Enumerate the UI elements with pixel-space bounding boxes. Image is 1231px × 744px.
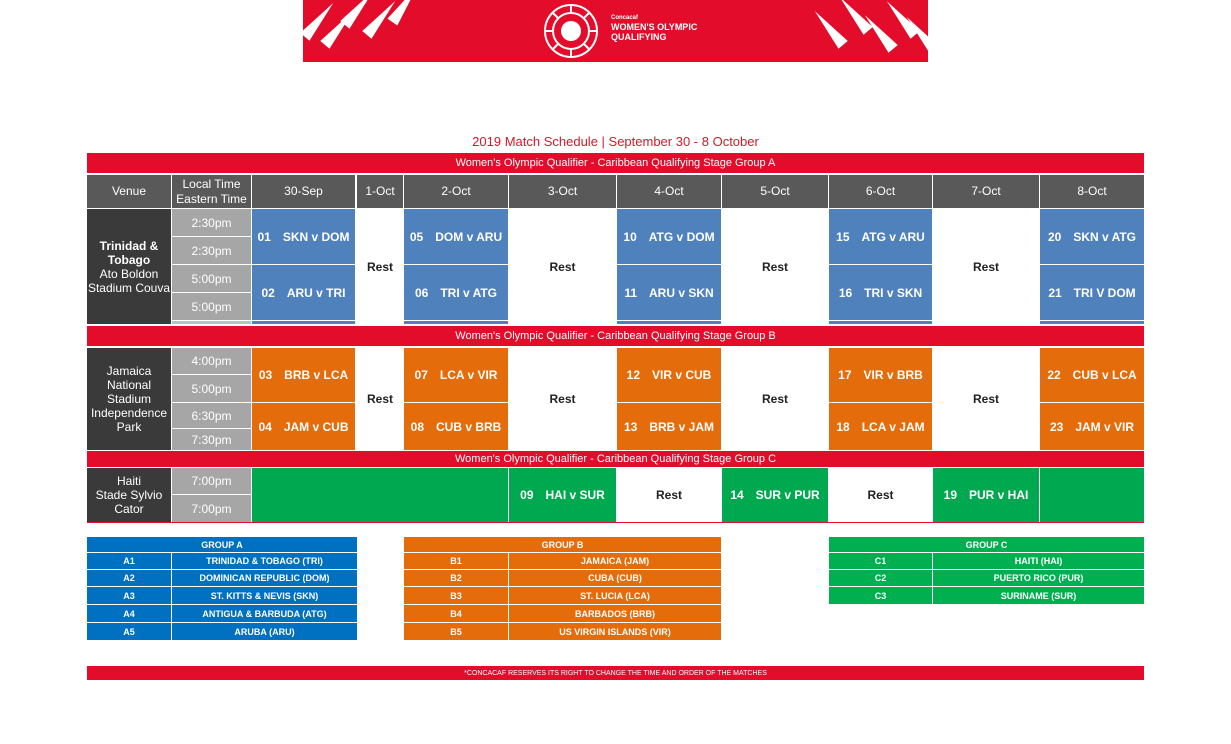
match-teams: BRB v JAM <box>649 419 715 434</box>
match-cell <box>617 209 721 264</box>
match-number: 09 <box>520 488 534 502</box>
logo-title-line2: QUALIFYING <box>611 32 667 42</box>
venue-a-line1: Trinidad & <box>99 238 159 253</box>
time-slot: 7:00pm <box>172 468 251 494</box>
match-teams: JAM v CUB <box>283 419 349 434</box>
match-teams: LCA v JAM <box>861 419 925 434</box>
match-teams: TRI v ATG <box>440 285 498 300</box>
legend-team: DOMINICAN REPUBLIC (DOM) <box>172 570 357 586</box>
match-teams: ARU v TRI <box>286 285 346 300</box>
match-cell <box>252 265 355 320</box>
venue-header: Venue <box>87 175 171 208</box>
legend-team: ST. LUCIA (LCA) <box>509 587 721 604</box>
venue-c-line: Stade Sylvio <box>95 488 163 502</box>
legend-team: HAITI (HAI) <box>933 553 1144 569</box>
match-cell <box>829 348 932 402</box>
legend-team: ST. KITTS & NEVIS (SKN) <box>172 587 357 604</box>
legend-code: A4 <box>87 605 171 622</box>
match-teams: TRI V DOM <box>1073 285 1136 300</box>
legend-code: A5 <box>87 623 171 640</box>
legend-code: B3 <box>404 587 508 604</box>
row-spacer <box>172 321 251 324</box>
rest-cell: Rest <box>617 468 721 522</box>
match-number: 08 <box>410 419 424 434</box>
match-teams: BRB v LCA <box>284 368 349 382</box>
rest-cell: Rest <box>722 348 828 450</box>
legend-group-b-title: GROUP B <box>404 537 721 552</box>
header-banner <box>303 0 928 62</box>
legend-team: JAMAICA (JAM) <box>509 553 721 569</box>
match-number: 20 <box>1047 229 1062 244</box>
match-number: 23 <box>1049 419 1064 434</box>
match-number: 04 <box>258 419 272 434</box>
legend-code: A2 <box>87 570 171 586</box>
match-teams: ATG v ARU <box>861 229 925 244</box>
logo-title-line1: WOMEN'S OLYMPIC <box>611 22 698 32</box>
match-teams: TRI v SKN <box>864 285 923 300</box>
row-spacer <box>617 321 721 324</box>
match-number: 10 <box>623 229 637 244</box>
legend-team: SURINAME (SUR) <box>933 587 1144 604</box>
venue-trinidad <box>87 209 171 324</box>
time-header-line1: Local Time <box>182 176 241 191</box>
venue-c-line: Cator <box>114 502 144 516</box>
legend-code: A1 <box>87 553 171 569</box>
time-slot: 7:30pm <box>172 429 251 450</box>
match-cell <box>509 468 616 522</box>
date-header-2-oct: 2-Oct <box>404 175 508 208</box>
venue-b-line: National <box>106 378 152 392</box>
match-cell <box>829 403 932 450</box>
concacaf-logo-icon <box>543 3 599 59</box>
match-teams: VIR v BRB <box>863 368 923 382</box>
venue-jamaica <box>87 348 171 450</box>
legend-team: ARUBA (ARU) <box>172 623 357 640</box>
legend-code: C3 <box>829 587 932 604</box>
match-number: 05 <box>409 229 424 244</box>
match-cell <box>617 348 721 402</box>
date-header-30-sep: 30-Sep <box>252 175 355 208</box>
match-cell <box>404 348 508 402</box>
date-header-7-oct: 7-Oct <box>933 175 1039 208</box>
rest-cell: Rest <box>722 209 828 324</box>
legend-code: B4 <box>404 605 508 622</box>
match-teams: CUB v LCA <box>1072 368 1137 382</box>
time-header <box>172 175 251 208</box>
logo-title <box>611 22 697 42</box>
row-spacer <box>1040 321 1144 324</box>
legend-code: C2 <box>829 570 932 586</box>
legend-code: B1 <box>404 553 508 569</box>
match-teams: CUB v BRB <box>436 419 502 434</box>
legend-team: ANTIGUA & BARBUDA (ATG) <box>172 605 357 622</box>
match-number: 12 <box>626 368 640 382</box>
match-number: 14 <box>730 488 744 502</box>
venue-a-line4: Stadium Couva <box>87 280 171 295</box>
match-number: 22 <box>1047 368 1061 382</box>
venue-b-line: Independence <box>90 406 168 420</box>
match-cell <box>617 403 721 450</box>
match-cell <box>829 265 932 320</box>
time-slot: 5:00pm <box>172 293 251 320</box>
match-teams: ARU v SKN <box>649 285 714 300</box>
time-slot: 2:30pm <box>172 237 251 264</box>
match-cell <box>722 468 828 522</box>
date-header-6-oct: 6-Oct <box>829 175 932 208</box>
rest-cell: Rest <box>933 348 1039 450</box>
match-number: 17 <box>838 368 852 382</box>
legend-team: CUBA (CUB) <box>509 570 721 586</box>
match-teams: LCA v VIR <box>439 368 498 382</box>
rest-cell: Rest <box>357 348 403 450</box>
venue-b-line: Park <box>116 420 142 434</box>
row-spacer <box>404 321 508 324</box>
match-cell <box>617 265 721 320</box>
rest-cell: Rest <box>509 209 616 324</box>
match-number: 06 <box>414 285 429 300</box>
legend-team: PUERTO RICO (PUR) <box>933 570 1144 586</box>
date-header-4-oct: 4-Oct <box>617 175 721 208</box>
time-slot: 7:00pm <box>172 495 251 522</box>
group-c-title-bar: Women's Olympic Qualifier - Caribbean Qualifying Stage Group C <box>87 451 1144 467</box>
venue-c-line: Haiti <box>116 474 141 488</box>
legend-team: TRINIDAD & TOBAGO (TRI) <box>172 553 357 569</box>
rest-cell: Rest <box>509 348 616 450</box>
match-teams: SUR v PUR <box>755 488 820 502</box>
time-slot: 5:00pm <box>172 265 251 292</box>
venue-haiti <box>87 468 171 522</box>
group-b-title-bar: Women's Olympic Qualifier - Caribbean Qualifying Stage Group B <box>87 326 1144 346</box>
empty-match-block <box>1040 468 1144 522</box>
venue-b-line: Stadium <box>106 392 152 406</box>
venue-b-line: Jamaica <box>106 364 152 378</box>
time-header-line2: Eastern Time <box>176 191 247 206</box>
match-cell <box>1040 348 1144 402</box>
match-number: 01 <box>257 229 271 244</box>
date-header-8-oct: 8-Oct <box>1040 175 1144 208</box>
legend-group-a-title: GROUP A <box>87 537 357 552</box>
match-cell <box>252 403 355 450</box>
page-title: 2019 Match Schedule | September 30 - 8 October <box>472 134 759 149</box>
match-teams: VIR v CUB <box>652 368 712 382</box>
match-number: 15 <box>836 229 850 244</box>
match-teams: SKN v ATG <box>1073 229 1137 244</box>
legend-code: A3 <box>87 587 171 604</box>
match-cell <box>404 265 508 320</box>
match-number: 21 <box>1048 285 1062 300</box>
match-teams: ATG v DOM <box>648 229 715 244</box>
match-cell <box>404 403 508 450</box>
match-cell <box>1040 403 1144 450</box>
venue-a-line3: Ato Boldon <box>99 266 159 281</box>
venue-a-line2: Tobago <box>107 252 151 267</box>
empty-match-block <box>252 468 508 522</box>
time-slot: 2:30pm <box>172 209 251 236</box>
match-cell <box>829 209 932 264</box>
date-header-5-oct: 5-Oct <box>722 175 828 208</box>
match-cell <box>1040 265 1144 320</box>
row-spacer <box>252 321 355 324</box>
match-teams: DOM v ARU <box>435 229 503 244</box>
time-slot: 6:30pm <box>172 403 251 428</box>
date-header-3-oct: 3-Oct <box>509 175 616 208</box>
match-teams: SKN v DOM <box>282 229 350 244</box>
time-slot: 5:00pm <box>172 375 251 402</box>
match-number: 18 <box>836 419 850 434</box>
logo-brand-text: Concacaf <box>611 15 639 21</box>
match-cell <box>252 348 355 402</box>
row-spacer <box>829 321 932 324</box>
group-a-title-bar: Women's Olympic Qualifier - Caribbean Qualifying Stage Group A <box>87 153 1144 173</box>
legend-team: US VIRGIN ISLANDS (VIR) <box>509 623 721 640</box>
match-cell <box>1040 209 1144 264</box>
match-teams: JAM v VIR <box>1075 419 1135 434</box>
match-teams: HAI v SUR <box>545 488 605 502</box>
match-teams: PUR v HAI <box>969 488 1029 502</box>
rest-cell: Rest <box>357 209 403 324</box>
match-number: 11 <box>624 285 637 300</box>
match-cell <box>252 209 355 264</box>
table-bottom-line <box>87 522 1144 523</box>
match-number: 19 <box>943 488 957 502</box>
rest-cell: Rest <box>829 468 932 522</box>
legend-group-c-title: GROUP C <box>829 537 1144 552</box>
match-cell <box>933 468 1039 522</box>
footer-disclaimer: *CONCACAF RESERVES ITS RIGHT TO CHANGE THE TIME AND ORDER OF THE MATCHES <box>87 666 1144 680</box>
match-number: 13 <box>623 419 638 434</box>
match-number: 03 <box>258 368 273 382</box>
legend-team: BARBADOS (BRB) <box>509 605 721 622</box>
match-number: 02 <box>261 285 275 300</box>
rest-cell: Rest <box>933 209 1039 324</box>
legend-code: C1 <box>829 553 932 569</box>
date-header-1-oct: 1-Oct <box>357 175 403 208</box>
legend-code: B5 <box>404 623 508 640</box>
legend-code: B2 <box>404 570 508 586</box>
match-number: 07 <box>414 368 428 382</box>
match-number: 16 <box>838 285 853 300</box>
match-cell <box>404 209 508 264</box>
time-slot: 4:00pm <box>172 348 251 374</box>
